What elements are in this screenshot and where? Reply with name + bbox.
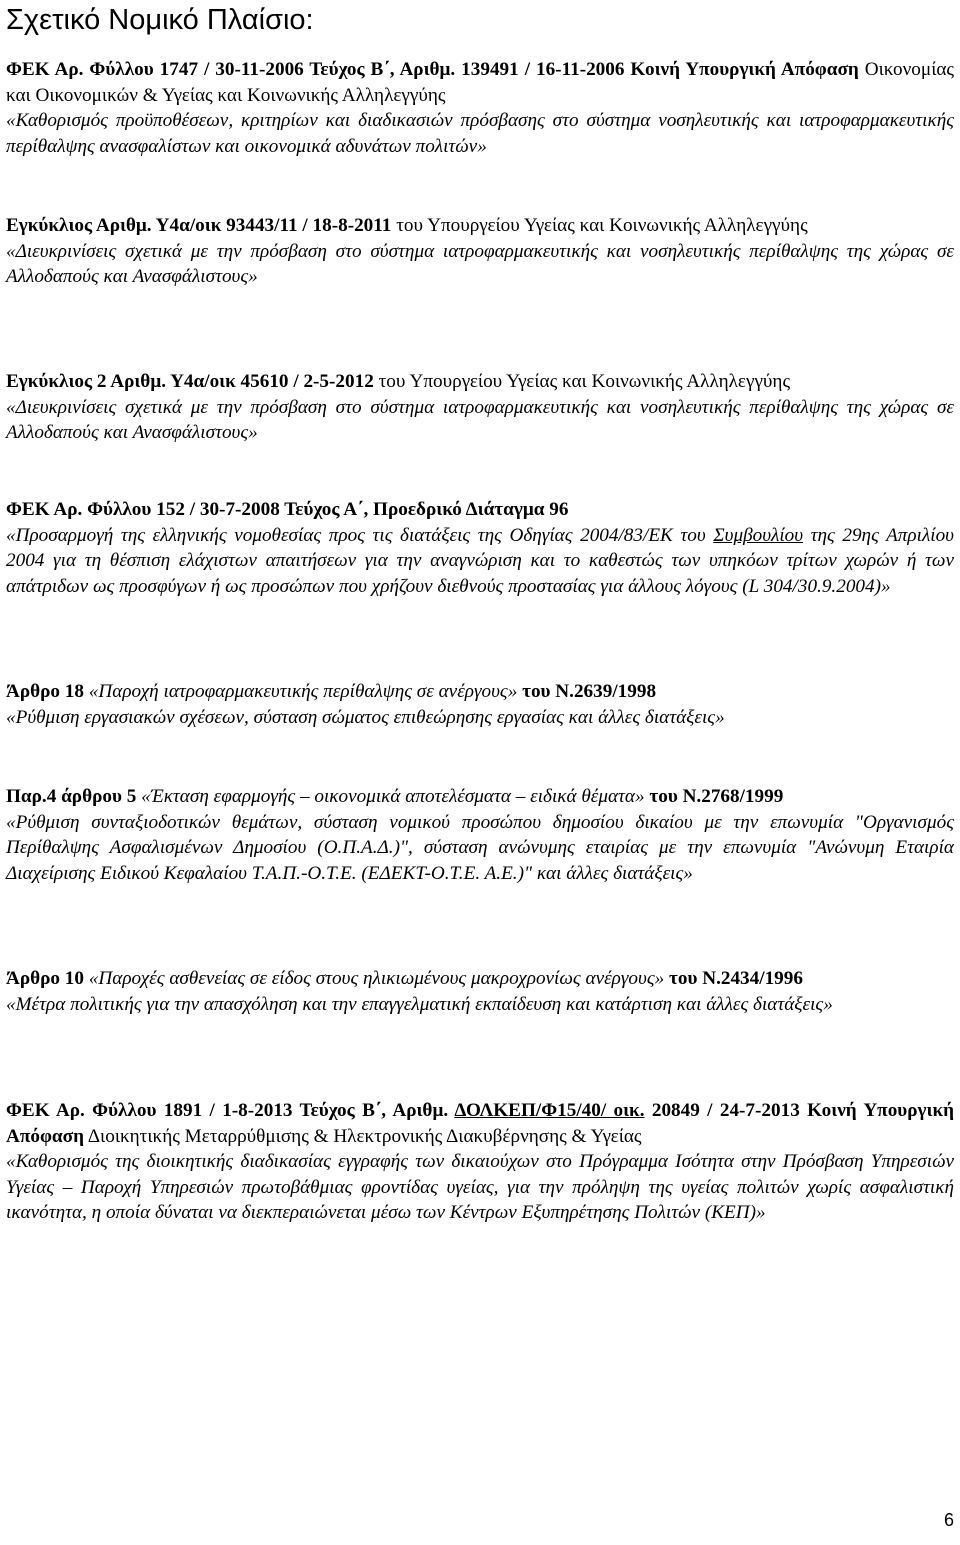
entry-description	[6, 523, 954, 600]
entry-heading-italic: «Παροχές ασθενείας σε είδος στους ηλικιωμένους μακροχρονίως ανέργους»	[88, 968, 665, 989]
entry-heading-bold: του Ν.2639/1998	[517, 681, 657, 702]
entry-description: «Διευκρινίσεις σχετικά με την πρόσβαση στο σύστημα ιατροφαρμακευτικής και νοσηλευτικής περίθαλψης της χώρας σε Αλλοδαπούς και Ανασφάλιστους»	[6, 240, 954, 287]
entry-heading-normal: του Υπουργείου Υγείας και Κοινωνικής Αλληλεγγύης	[373, 371, 791, 392]
entry-heading: ΦΕΚ Αρ. Φύλλου 152 / 30-7-2008 Τεύχος Α΄, Προεδρικό Διάταγμα 96	[6, 499, 569, 520]
entry-heading	[6, 57, 954, 108]
entry-heading-bold: Παρ.4 άρθρου 5	[6, 786, 142, 807]
entry-description: «Ρύθμιση εργασιακών σχέσεων, σύσταση σώματος επιθεώρησης εργασίας και άλλες διατάξεις»	[6, 706, 725, 728]
entry-heading	[6, 1098, 954, 1149]
page-number: 6	[943, 1510, 954, 1530]
law-entry-fek-1891	[6, 1098, 954, 1226]
entry-heading-bold: του Ν.2434/1996	[664, 968, 803, 989]
entry-description: «Καθορισμός προϋποθέσεων, κριτηρίων και διαδικασιών πρόσβασης στο σύστημα νοσηλευτικής και ιατροφαρμακευτικής περίθαλψης ανασφαλίστων και οικονομικά αδυνάτων πολιτών»	[6, 110, 954, 157]
description-underlined: Συμβουλίου	[713, 524, 804, 546]
entry-heading-bold: Εγκύκλιος Αριθμ. Υ4α/οικ 93443/11 / 18-8-2011	[6, 215, 392, 236]
entry-heading-bold: του Ν.2768/1999	[644, 786, 784, 807]
entry-heading-italic: «Παροχή ιατροφαρμακευτικής περίθαλψης σε ανέργους»	[88, 681, 518, 702]
entry-heading	[6, 784, 954, 810]
law-entry-circular-45610	[6, 369, 954, 446]
law-entry-fek-152	[6, 497, 954, 599]
description-part: της 29ης Απριλίου 2004 για τη θέσπιση ελάχιστων απαιτήσεων για την αναγνώριση και το καθεστώς των υπηκόων τρίτων χωρών ή των απάτριδων ως προσφύγων ή ως προσώπων που χρήζουν διεθνούς προστασίας για άλλους λόγους (L 304/30.9.2004)»	[6, 524, 954, 597]
law-entry-n2639	[6, 679, 954, 730]
entry-heading-bold: 20849 / 24-7-2013 Κοινή Υπουργική Απόφαση	[6, 1100, 954, 1147]
entry-heading	[6, 369, 954, 395]
entry-heading	[6, 679, 954, 705]
entry-heading-normal: του Υπουργείου Υγείας και Κοινωνικής Αλληλεγγύης	[391, 215, 808, 236]
entry-heading-italic: «Έκταση εφαρμογής – οικονομικά αποτελέσματα – ειδικά θέματα»	[141, 786, 645, 807]
entry-heading-bold: Εγκύκλιος 2 Αριθμ. Υ4α/οικ 45610 / 2-5-2012	[6, 371, 374, 392]
entry-description: «Καθορισμός της διοικητικής διαδικασίας εγγραφής των δικαιούχων στο Πρόγραμμα Ισότητα στην Πρόσβαση Υπηρεσιών Υγείας – Παροχή Υπηρεσιών πρωτοβάθμιας φροντίδας υγείας, για την πρόληψη της υγείας πολιτών χωρίς ασφαλιστική ικανότητα, η οποία δύναται να διεκπεραιώνεται μέσω των Κέντρων Εξυπηρέτησης Πολιτών (ΚΕΠ)»	[6, 1151, 954, 1223]
entry-heading-bold: Άρθρο 10	[6, 968, 89, 989]
entry-heading-underlined: ΔΟΛΚΕΠ/Φ15/40/ οικ.	[454, 1100, 645, 1121]
entry-heading	[6, 966, 954, 992]
entry-description: «Ρύθμιση συνταξιοδοτικών θεμάτων, σύσταση νομικού προσώπου δημοσίου δικαίου με την επωνυμία "Οργανισμός Περίθαλψης Ασφαλισμένων Δημοσίου (Ο.Π.Α.Δ.)", σύσταση ανώνυμης εταιρίας με την επωνυμία "Ανώνυμη Εταιρία Διαχείρισης Ειδικού Κεφαλαίου Τ.Α.Π.-Ο.Τ.Ε. (ΕΔΕΚΤ-Ο.Τ.Ε. Α.Ε.)" και άλλες διατάξεις»	[6, 811, 954, 884]
description-part: «Προσαρμογή της ελληνικής νομοθεσίας προς τις διατάξεις της Οδηγίας 2004/83/ΕΚ του	[6, 524, 714, 546]
entry-heading-bold: Άρθρο 18	[6, 681, 89, 702]
entry-description: «Μέτρα πολιτικής για την απασχόληση και την επαγγελματική εκπαίδευση και κατάρτιση και άλλες διατάξεις»	[6, 993, 833, 1015]
law-entry-n2768	[6, 784, 954, 886]
law-entry-circular-93443	[6, 213, 954, 290]
entry-heading-normal: Οικονομίας και Οικονομικών & Υγείας και Κοινωνικής Αλληλεγγύης	[6, 59, 955, 106]
page-title: Σχετικό Νομικό Πλαίσιο:	[6, 4, 314, 36]
entry-heading-bold: ΦΕΚ Αρ. Φύλλου 1891 / 1-8-2013 Τεύχος Β΄, Αριθμ.	[6, 1100, 455, 1121]
entry-description: «Διευκρινίσεις σχετικά με την πρόσβαση στο σύστημα ιατροφαρμακευτικής και νοσηλευτικής περίθαλψης της χώρας σε Αλλοδαπούς και Ανασφάλιστους»	[6, 396, 954, 443]
entry-heading	[6, 213, 954, 239]
law-entry-fek-1747	[6, 57, 954, 159]
entry-heading-normal: Διοικητικής Μεταρρύθμισης & Ηλεκτρονικής Διακυβέρνησης & Υγείας	[83, 1125, 642, 1147]
entry-heading-bold: ΦΕΚ Αρ. Φύλλου 1747 / 30-11-2006 Τεύχος Β΄, Αριθμ. 139491 / 16-11-2006 Κοινή Υπουργική Απόφαση	[6, 59, 859, 80]
law-entry-n2434	[6, 966, 954, 1017]
